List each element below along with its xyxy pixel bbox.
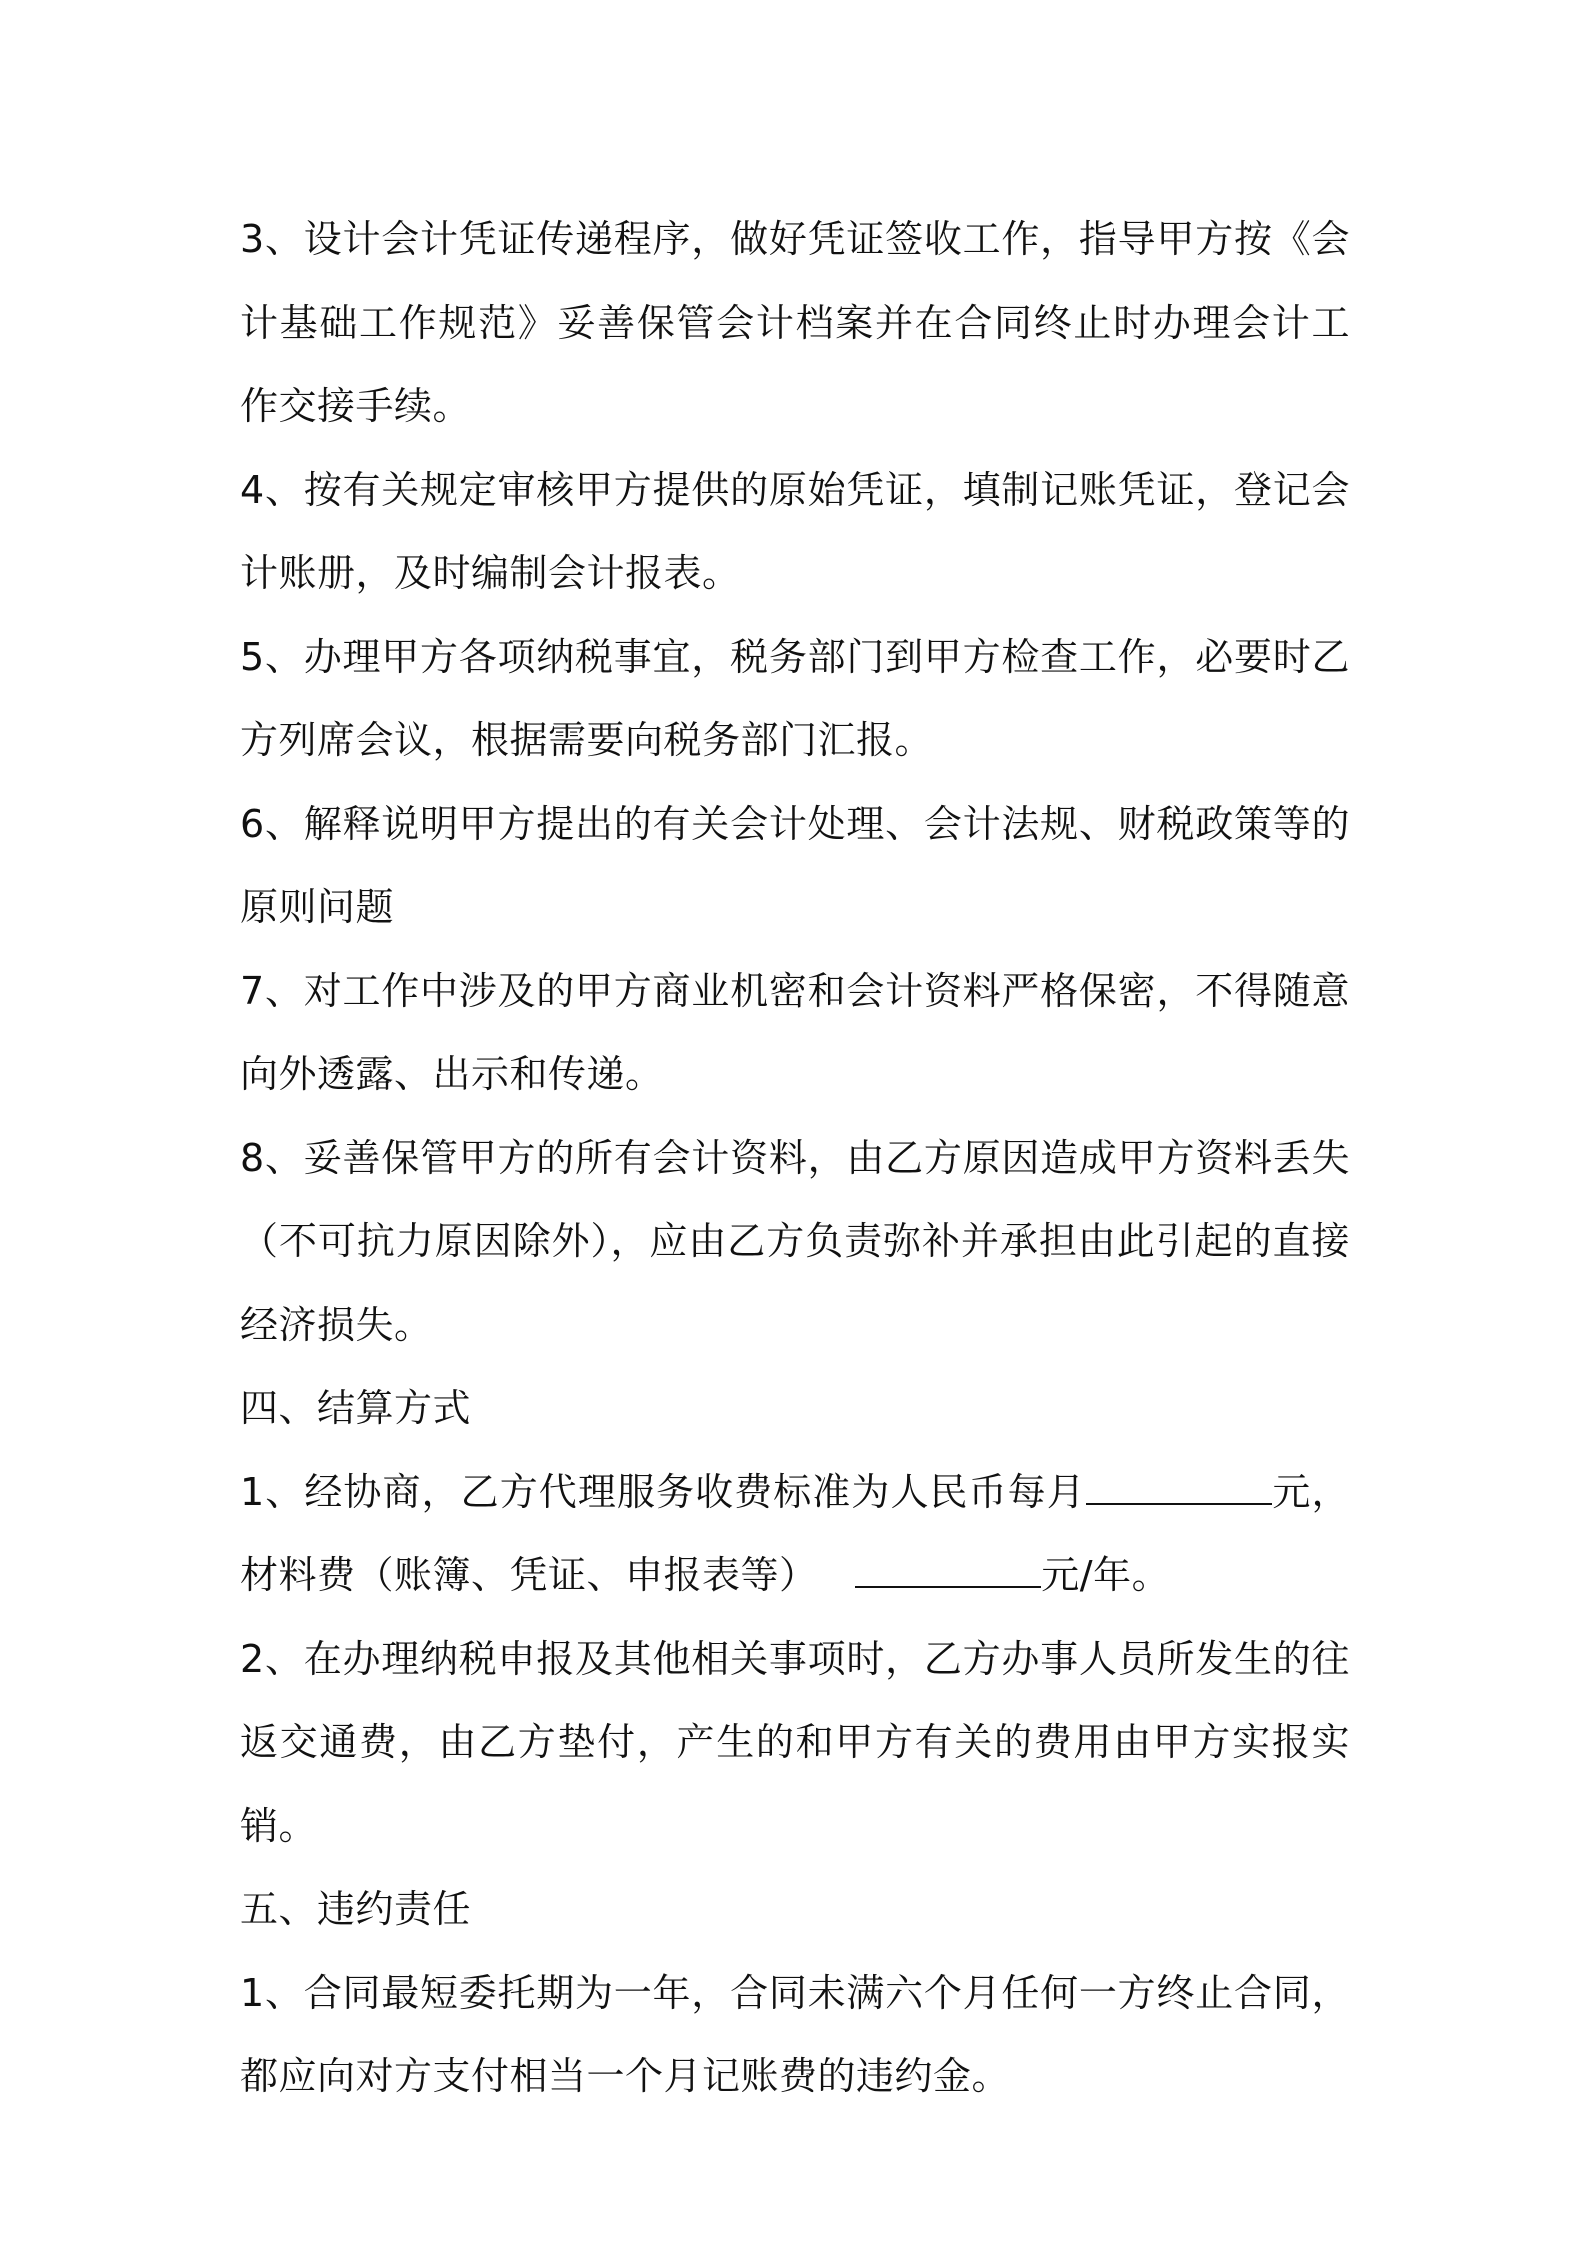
section-4-item-1 <box>240 1451 1350 1618</box>
monthly-fee-blank <box>1086 1473 1272 1505</box>
clause-8: 8、妥善保管甲方的所有会计资料，由乙方原因造成甲方资料丢失（不可抗力原因除外），应由乙方负责弥补并承担由此引起的直接经济损失。 <box>240 1135 1350 1347</box>
clause-7: 7、对工作中涉及的甲方商业机密和会计资料严格保密，不得随意向外透露、出示和传递。 <box>240 968 1350 1096</box>
fee-text-materials: 元，材料费（账簿、凭证、申报表等） <box>240 1469 1350 1597</box>
document-page <box>240 198 1350 2119</box>
fee-text-monthly: 1、经协商，乙方代理服务收费标准为人民币每月 <box>240 1469 1086 1514</box>
clause-4: 4、按有关规定审核甲方提供的原始凭证，填制记账凭证，登记会计账册，及时编制会计报表。 <box>240 467 1350 595</box>
clause-6: 6、解释说明甲方提出的有关会计处理、会计法规、财税政策等的原则问题 <box>240 801 1350 929</box>
fee-text-per-year: 元/年。 <box>1041 1553 1171 1597</box>
clause-3: 3、设计会计凭证传递程序，做好凭证签收工作，指导甲方按《会计基础工作规范》妥善保管会计档案并在合同终止时办理会计工作交接手续。 <box>240 217 1350 428</box>
section-5-heading: 五、违约责任 <box>240 1887 472 1931</box>
materials-fee-blank <box>855 1556 1041 1588</box>
section-4-item-2: 2、在办理纳税申报及其他相关事项时，乙方办事人员所发生的往返交通费，由乙方垫付，产生的和甲方有关的费用由甲方实报实销。 <box>240 1636 1350 1848</box>
section-5-item-1: 1、合同最短委托期为一年，合同未满六个月任何一方终止合同，都应向对方支付相当一个月记账费的违约金。 <box>240 1970 1350 2098</box>
clause-5: 5、办理甲方各项纳税事宜，税务部门到甲方检查工作，必要时乙方列席会议，根据需要向税务部门汇报。 <box>240 634 1350 762</box>
section-4-heading: 四、结算方式 <box>240 1386 472 1430</box>
